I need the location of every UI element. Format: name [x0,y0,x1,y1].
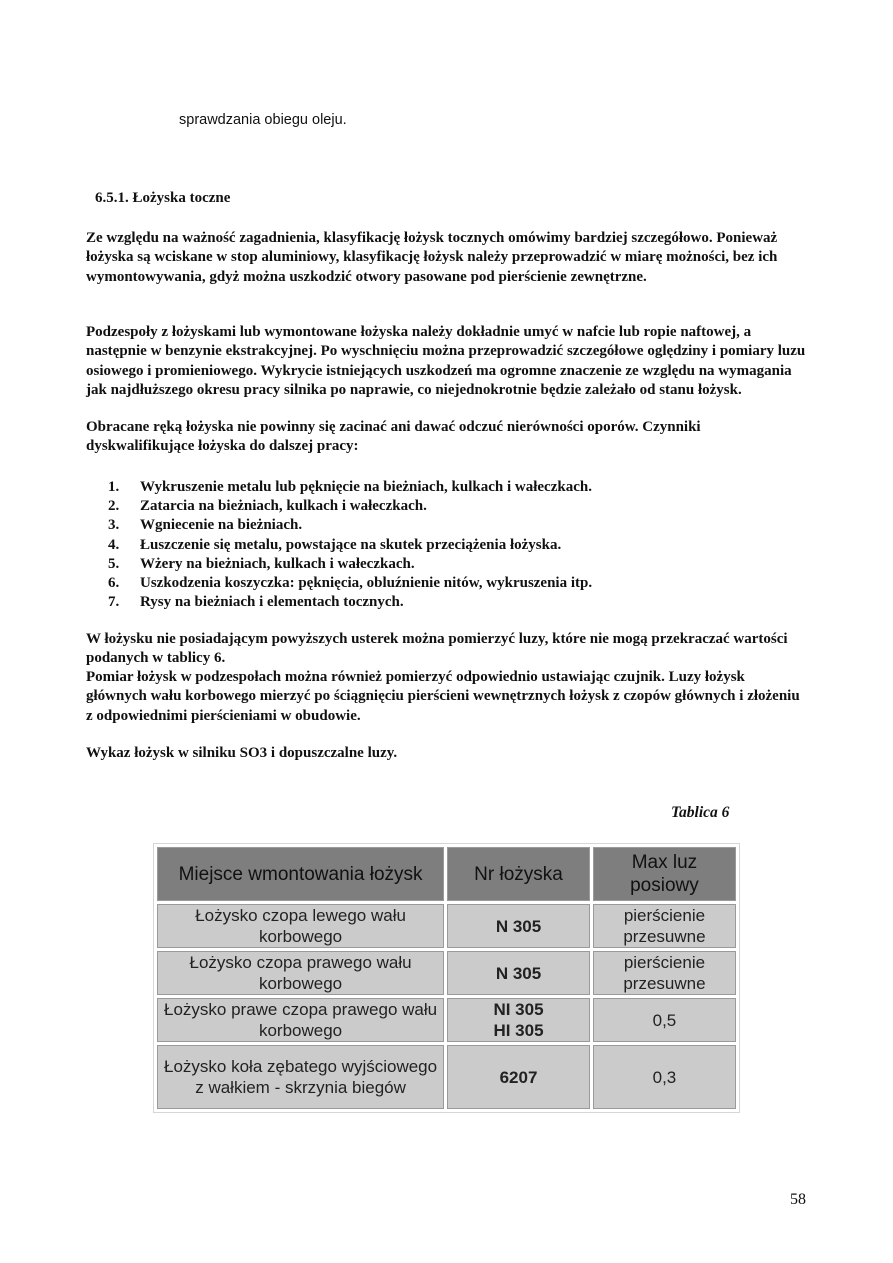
list-item-number: 2. [108,498,120,515]
list-item-text: Uszkodzenia koszyczka: pęknięcia, obluźnienie nitów, wykruszenia itp. [140,575,593,592]
list-item [108,497,592,516]
top-line-text: sprawdzania obiegu oleju. [179,112,347,128]
list-item-number: 1. [108,479,120,495]
list-item-text: Zatarcia na bieżniach, kulkach i wałeczkach. [140,498,427,515]
cell-place: Łożysko koła zębatego wyjściowego z wałkiem - skrzynia biegów [157,1045,444,1109]
table-caption: Tablica 6 [671,804,730,821]
list-item [108,516,592,535]
list-item-number: 6. [108,575,120,592]
cell-place: Łożysko czopa lewego wału korbowego [157,904,444,948]
list-item [108,478,592,497]
paragraph-clearance: W łożysku nie posiadającym powyższych usterek można pomierzyć luzy, które nie mogą przekraczać wartości podanych w tablicy 6. [86,631,788,667]
cell-bearing-number [447,998,590,1042]
list-item-text: Wgniecenie na bieżniach. [140,517,303,534]
section-heading: 6.5.1. Łożyska toczne [95,190,231,206]
table-row [157,998,736,1042]
paragraph-classification: Ze względu na ważność zagadnienia, klasyfikację łożysk tocznych omówimy bardziej szczegółowo. Ponieważ łożyska są wciskane w stop aluminiowy, klasyfikację łożysk należy przeprowadzić w miarę możności, bez ich wymontowywania, gdyż można uszkodzić otwory pasowane pod pierścienie zewnętrzne. [86,230,778,285]
paragraph-measurement: Pomiar łożysk w podzespołach można również pomierzyć odpowiednio ustawiając czujnik. Luzy łożysk głównych wału korbowego mierzyć po ściągnięciu pierścieni wewnętrznych łożysk z czopów głównych i złożeniu z odpowiednimi pierścieniami w obudowie. [86,669,800,724]
list-item-number: 4. [108,536,120,553]
cell-max-clearance: pierścienie przesuwne [593,904,736,948]
cell-place: Łożysko prawe czopa prawego wału korbowego [157,998,444,1042]
table-row [157,1045,736,1109]
cell-max-clearance: pierścienie przesuwne [593,951,736,995]
list-item-text: Wykruszenie metalu lub pęknięcie na bieżniach, kulkach i wałeczkach. [140,479,592,495]
list-item-number: 7. [108,594,120,611]
table-header-row [157,847,736,901]
paragraph-table-intro: Wykaz łożysk w silniku SO3 i dopuszczalne luzy. [86,745,398,761]
cell-bearing-number: N 305 [447,951,590,995]
list-item-number: 3. [108,517,120,534]
column-header-place: Miejsce wmontowania łożysk [157,847,444,901]
paragraph-cleaning: Podzespoły z łożyskami lub wymontowane łożyska należy dokładnie umyć w nafcie lub ropie naftowej, a następnie w benzynie ekstrakcyjnej. Po wyschnięciu można przeprowadzić szczegółowe oględziny i pomiary luzu osiowego i promieniowego. Wykrycie istniejących uszkodzeń ma ogromne znaczenie ze względu na wymagania jak najdłuższego okresu pracy silnika po naprawie, co niejednokrotnie będzie zależało od stanu łożysk. [86,324,806,399]
list-item [108,536,592,555]
list-item [108,555,592,574]
column-header-max-clearance: Max luz posiowy [593,847,736,901]
cell-max-clearance: 0,3 [593,1045,736,1109]
cell-bearing-number: N 305 [447,904,590,948]
list-item-text: Łuszczenie się metalu, powstające na skutek przeciążenia łożyska. [140,536,562,553]
list-item-text: Wżery na bieżniach, kulkach i wałeczkach. [140,555,415,572]
bearing-number-line: HI 305 [493,1021,544,1040]
list-item [108,593,592,612]
list-item [108,574,592,593]
cell-place: Łożysko czopa prawego wału korbowego [157,951,444,995]
list-item-number: 5. [108,555,120,572]
bearing-number-line: NI 305 [493,1000,544,1019]
paragraph-rotation-check: Obracane ręką łożyska nie powinny się zacinać ani dawać odczuć nierówności oporów. Czynniki dyskwalifikujące łożyska do dalszej pracy: [86,419,701,455]
defect-list [108,478,592,612]
column-header-bearing-number: Nr łożyska [447,847,590,901]
table-row [157,904,736,948]
table-row [157,951,736,995]
bearing-table [153,843,740,1113]
cell-max-clearance: 0,5 [593,998,736,1042]
cell-bearing-number: 6207 [447,1045,590,1109]
page-number: 58 [790,1191,806,1208]
list-item-text: Rysy na bieżniach i elementach tocznych. [140,594,404,611]
